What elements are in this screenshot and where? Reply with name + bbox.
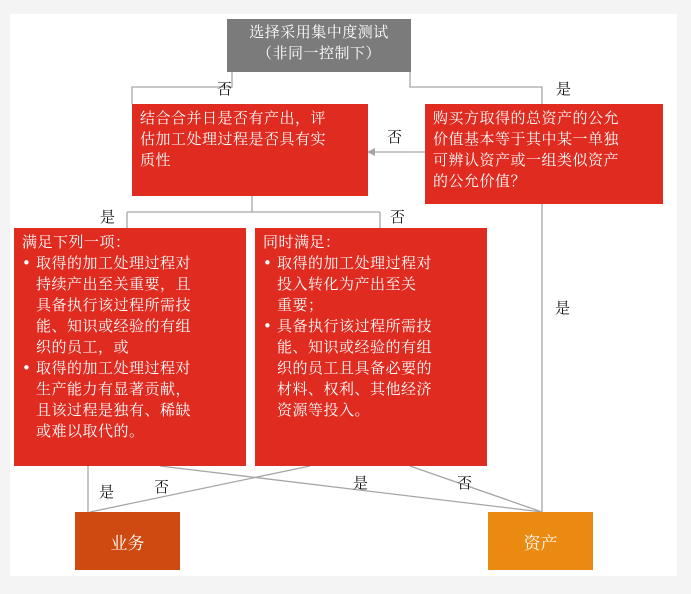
bullet-line: 取得的加工处理过程对	[36, 254, 192, 272]
bullet-line: 持续产出至关重要，且	[36, 275, 192, 293]
bullet-line: 具备执行该过程所需技	[36, 296, 192, 314]
without-output-bullet-1	[263, 253, 481, 316]
bullet-line: 织的员工，或	[36, 338, 130, 356]
bullet-line: 能、知识或经验的有组	[36, 317, 192, 335]
edge-label-left-yes: 是	[99, 483, 115, 501]
bullet-marker: •	[22, 254, 32, 272]
edge-label-output-yes: 是	[100, 208, 116, 226]
bullet-line: 生产能力有显著贡献，	[36, 380, 192, 398]
with-output-bullet-2	[22, 358, 240, 442]
edge-label-right-yes: 是	[353, 474, 369, 492]
start-node	[227, 19, 411, 72]
start-node-line1: 选择采用集中度测试	[249, 23, 389, 41]
bullet-line: 取得的加工处理过程对	[36, 359, 192, 377]
bullet-line: 材料、权利、其他经济	[277, 380, 433, 398]
edge-label-right-no: 否	[457, 474, 473, 492]
with-output-bullet-1	[22, 253, 240, 358]
bullet-line: 或难以取代的。	[36, 422, 145, 440]
bullet-line: 资源等投入。	[277, 401, 371, 419]
edge-label-start-no: 否	[217, 80, 233, 98]
asset-outcome: 资产	[488, 512, 593, 570]
bullet-marker: •	[263, 254, 273, 272]
edge-right-no	[410, 466, 542, 512]
edge-start-yes	[410, 72, 542, 104]
without-output-heading: 同时满足：	[263, 233, 341, 251]
bullet-line: 且该过程是独有、稀缺	[36, 401, 192, 419]
edge-left-no	[160, 466, 542, 512]
bullet-line: 织的员工且具备必要的	[277, 359, 433, 377]
bullet-line: 取得的加工处理过程对	[277, 254, 433, 272]
asset-test-node	[425, 104, 663, 204]
asset-test-line: 可辨认资产或一组类似资产	[433, 151, 620, 169]
bullet-marker: •	[22, 359, 32, 377]
start-node-line2: （非同一控制下）	[256, 44, 381, 62]
bullet-line: 能、知识或经验的有组	[277, 338, 433, 356]
edge-label-output-no: 否	[390, 208, 406, 226]
bullet-line: 具备执行该过程所需技	[277, 317, 433, 335]
edge-label-start-yes: 是	[556, 80, 572, 98]
bullet-marker: •	[263, 317, 273, 335]
edge-label-left-no: 否	[154, 478, 170, 496]
edge-label-asset-yes: 是	[555, 299, 571, 317]
edge-label-asset-no: 否	[387, 128, 403, 146]
edge-right-yes	[90, 466, 310, 512]
output-test-line: 结合合并日是否有产出，评	[140, 109, 327, 127]
flowchart-canvas	[10, 14, 677, 576]
output-test-line: 质性	[140, 151, 172, 169]
with-output-criteria	[14, 228, 246, 466]
output-test-node	[132, 104, 368, 196]
business-outcome: 业务	[75, 512, 180, 570]
with-output-heading: 满足下列一项：	[22, 233, 131, 251]
asset-test-line: 的公允价值？	[433, 172, 527, 190]
output-test-line: 估加工处理过程是否具有实	[140, 130, 327, 148]
asset-test-line: 购买方取得的总资产的公允	[433, 109, 620, 127]
bullet-line: 投入转化为产出至关	[277, 275, 417, 293]
without-output-bullet-2	[263, 316, 481, 421]
bullet-line: 重要；	[277, 296, 324, 314]
without-output-criteria	[255, 228, 487, 466]
asset-test-line: 价值基本等于其中某一单独	[433, 130, 620, 148]
